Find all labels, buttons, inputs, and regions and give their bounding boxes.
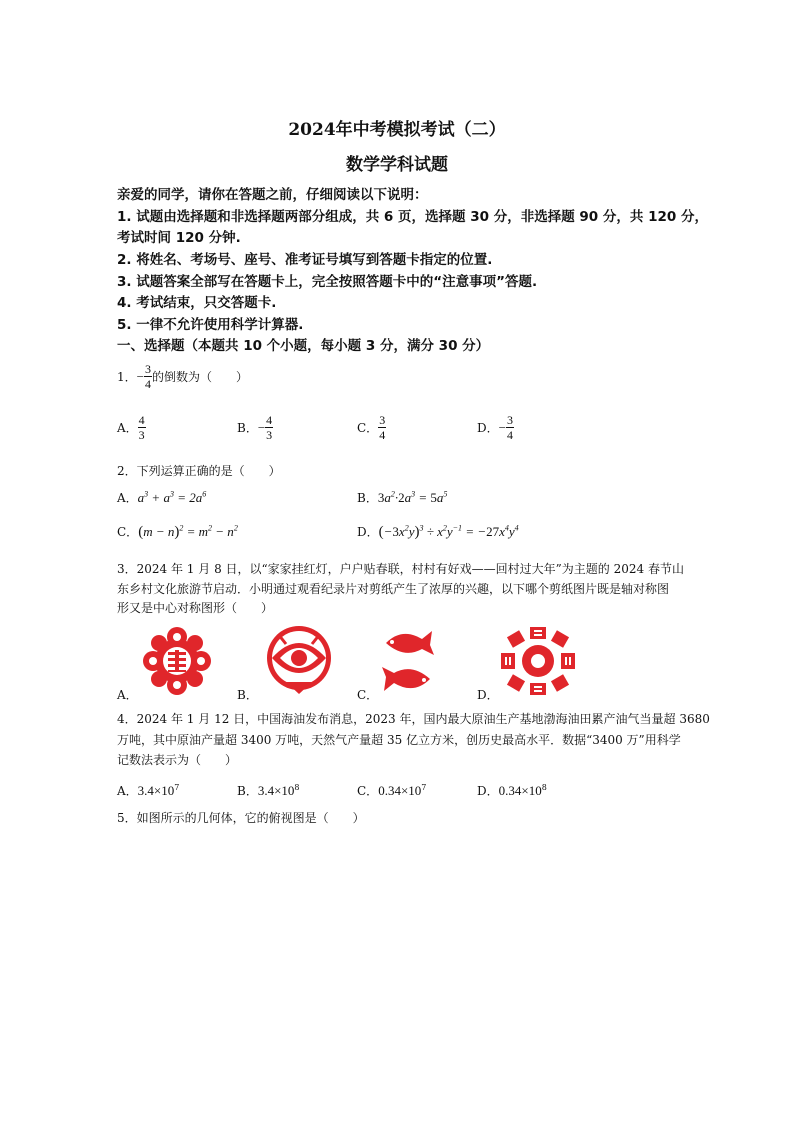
question-4-line3: 记数法表示为（ ）	[117, 753, 238, 767]
q1-option-d[interactable]: D． − $\frac{3}{4}$	[477, 413, 513, 442]
instruction-item-3: 3. 试题答案全部写在答题卡上，完全按照答题卡中的“注意事项”答题.	[117, 274, 538, 290]
q3-option-c[interactable]: C．	[357, 688, 379, 702]
q4-option-a[interactable]: A．$3.4\times 10^7$	[117, 783, 180, 798]
q2-option-d[interactable]: D．$(-3x^2y)^3 \div x^2y^{-1} = -27x^4y^4$	[357, 523, 519, 540]
q1-fraction: $\frac{3}{4}$	[144, 362, 151, 391]
question-4-line1: 4．2024 年 1 月 12 日，中国海油发布消息，2023 年，国内最大原油生产基地渤海油田累产油气当量超 3680	[117, 712, 710, 726]
exam-title: 2024年中考模拟考试（二）	[288, 120, 506, 140]
question-3-line3: 形又是中心对称图形（ ）	[117, 601, 274, 615]
q3-option-d[interactable]: D．	[477, 688, 499, 702]
q4-option-c[interactable]: C．$0.34\times 10^7$	[357, 783, 427, 798]
instruction-item-2: 2. 将姓名、考场号、座号、准考证号填写到答题卡指定的位置.	[117, 252, 493, 268]
question-3-line2: 东乡村文化旅游节启动．小明通过观看纪录片对剪纸产生了浓厚的兴趣，以下哪个剪纸图片既是轴对称图	[117, 582, 670, 596]
q1-option-b[interactable]: B． − $\frac{4}{3}$	[237, 413, 273, 442]
q1-option-c[interactable]: C． $\frac{3}{4}$	[357, 413, 386, 442]
question-5: 5．如图所示的几何体，它的俯视图是（ ）	[117, 811, 365, 825]
papercut-double-happiness-image[interactable]	[135, 625, 220, 697]
section-heading: 一、选择题（本题共 10 个小题，每小题 3 分，满分 30 分）	[117, 338, 490, 354]
papercut-fish-image[interactable]	[258, 622, 340, 698]
q4-option-b[interactable]: B．$3.4\times 10^8$	[237, 783, 300, 798]
instruction-item-5: 5. 一律不允许使用科学计算器.	[117, 317, 304, 333]
papercut-geometric-image[interactable]	[497, 625, 579, 697]
exam-subtitle: 数学学科试题	[346, 155, 448, 175]
q1-text: 的倒数为（ ）	[151, 370, 248, 384]
question-3-line1: 3．2024 年 1 月 8 日，以“家家挂红灯，户户贴春联，村村有好戏——回村过大年”为主题的 2024 春节山	[117, 562, 684, 576]
instruction-item-1: 1. 试题由选择题和非选择题两部分组成，共 6 页，选择题 30 分，非选择题 90 分，共 120 分，	[117, 209, 708, 225]
instructions-greeting: 亲爱的同学，请你在答题之前，仔细阅读以下说明：	[117, 187, 428, 203]
q2-option-b[interactable]: B．$3a^2\cdot 2a^3 = 5a^5$	[357, 489, 448, 505]
question-4-line2: 万吨，其中原油产量超 3400 万吨，天然气产量超 35 亿立方米，创历史最高水平．数据“3400 万”用科学	[117, 733, 681, 747]
q3-option-a[interactable]: A．	[117, 688, 138, 702]
q2-option-c[interactable]: C．$(m - n)^2 = m^2 - n^2$	[117, 523, 238, 540]
q1-option-a[interactable]: A． $\frac{4}{3}$	[117, 413, 145, 442]
papercut-koi-image[interactable]	[378, 625, 438, 697]
instruction-item-1-cont: 考试时间 120 分钟.	[117, 230, 241, 246]
question-1: 1． − $\frac{3}{4}$ 的倒数为（ ）	[117, 362, 248, 391]
q4-option-d[interactable]: D．$0.34\times 10^8$	[477, 783, 547, 798]
q2-option-a[interactable]: A．$a^3 + a^3 = 2a^6$	[117, 489, 207, 505]
instruction-item-4: 4. 考试结束，只交答题卡.	[117, 295, 277, 311]
question-2: 2．下列运算正确的是（ ）	[117, 464, 281, 478]
q3-option-b[interactable]: B．	[237, 688, 258, 702]
q1-number: 1．	[117, 370, 137, 384]
